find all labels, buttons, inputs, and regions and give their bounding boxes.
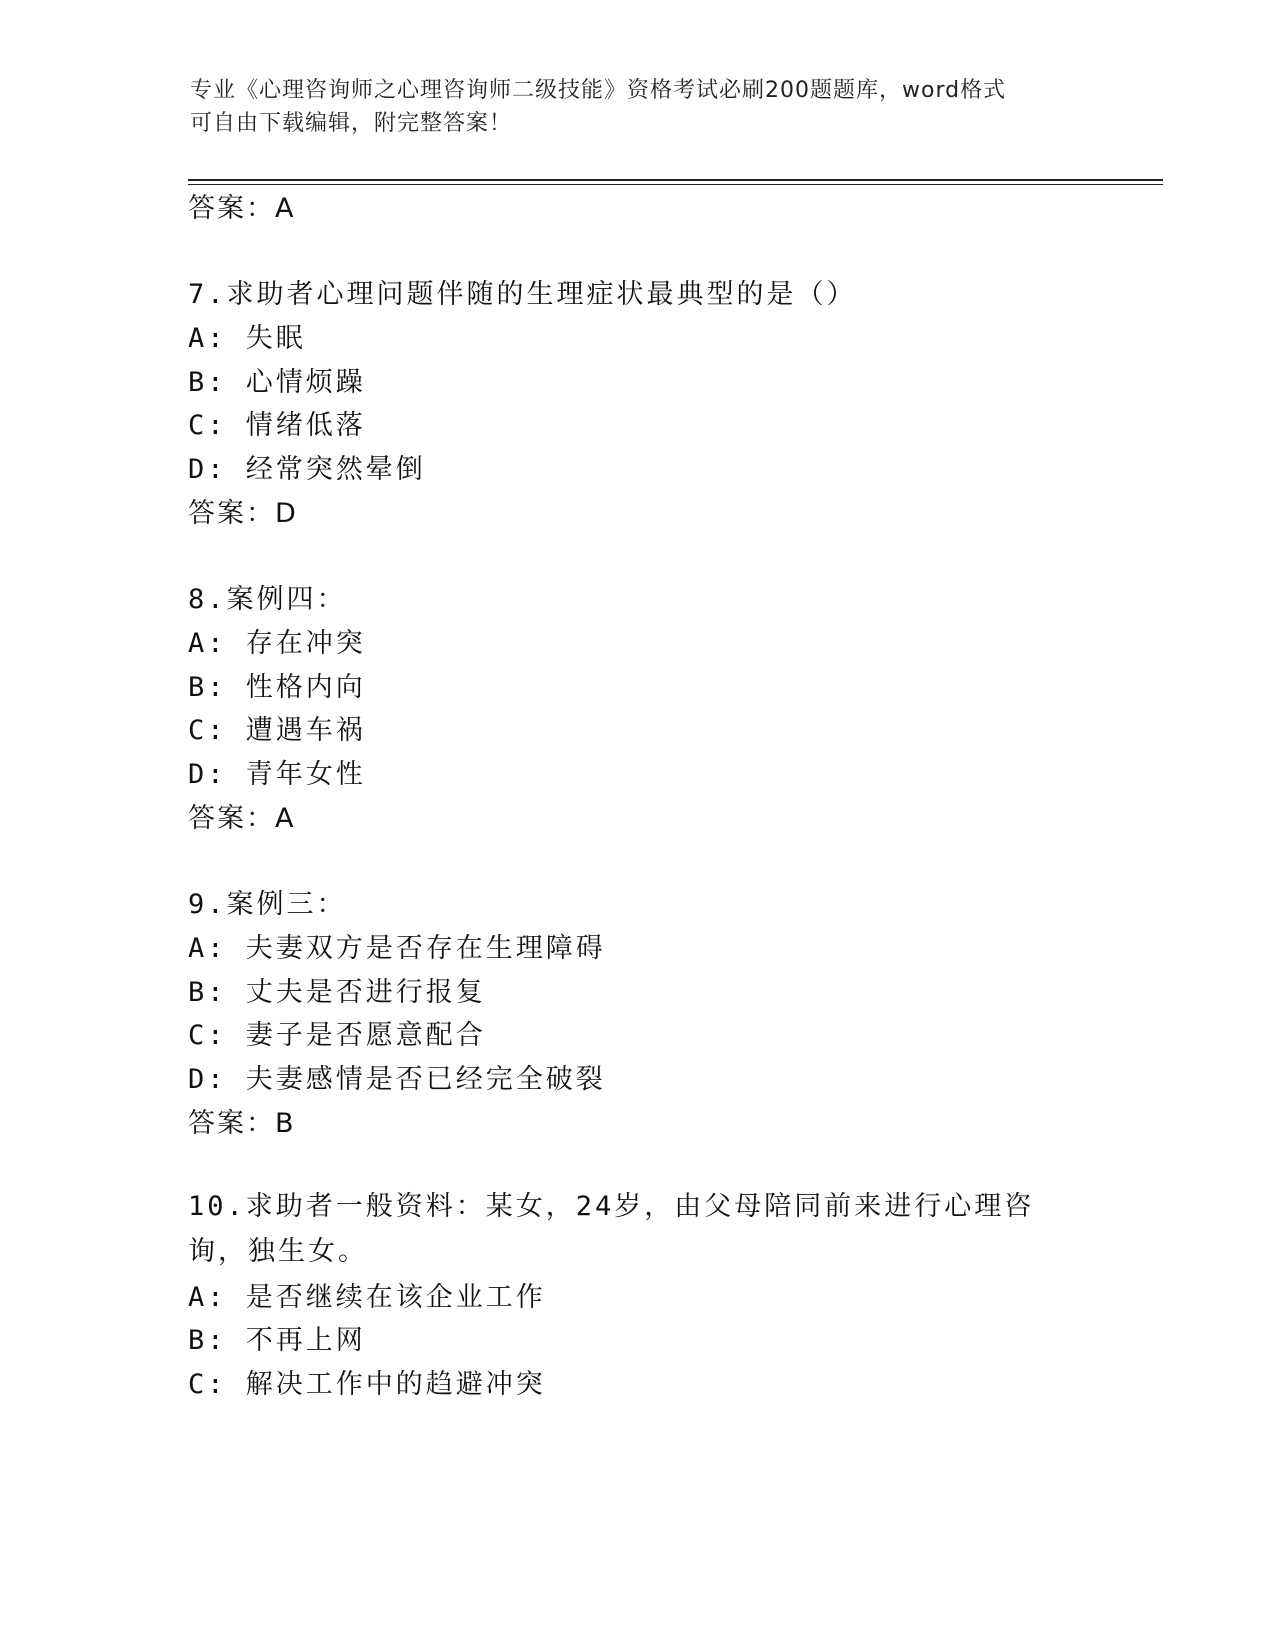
answer-8: 答案：A	[188, 803, 296, 834]
q10-option-a: A: 是否继续在该企业工作	[188, 1282, 546, 1313]
answer-9: 答案：B	[188, 1108, 296, 1139]
question-8: 8.案例四：	[188, 584, 347, 615]
q8-option-a: A: 存在冲突	[188, 628, 366, 659]
header-line-2: 可自由下载编辑，附完整答案！	[190, 111, 513, 136]
q7-option-c: C: 情绪低落	[188, 410, 366, 441]
q8-option-b: B: 性格内向	[188, 672, 366, 703]
header-rule-thin	[188, 184, 1163, 185]
q8-option-d: D: 青年女性	[188, 759, 366, 790]
q9-option-d: D: 夫妻感情是否已经完全破裂	[188, 1064, 606, 1095]
document-header	[190, 74, 1090, 140]
q8-option-c: C: 遭遇车祸	[188, 715, 366, 746]
question-9: 9.案例三：	[188, 889, 347, 920]
question-7: 7.求助者心理问题伴随的生理症状最典型的是（）	[188, 279, 857, 310]
q7-option-a: A: 失眠	[188, 323, 306, 354]
q9-option-a: A: 夫妻双方是否存在生理障碍	[188, 933, 606, 964]
q7-option-b: B: 心情烦躁	[188, 367, 366, 398]
q7-option-d: D: 经常突然晕倒	[188, 454, 426, 485]
answer-7: 答案：D	[188, 498, 298, 529]
answer-6: 答案：A	[188, 193, 296, 224]
header-line-1: 专业《心理咨询师之心理咨询师二级技能》资格考试必刷200题题库，word格式	[190, 78, 1007, 103]
q10-option-b: B: 不再上网	[188, 1325, 366, 1356]
q9-option-c: C: 妻子是否愿意配合	[188, 1020, 486, 1051]
q10-option-c: C: 解决工作中的趋避冲突	[188, 1369, 546, 1400]
q9-option-b: B: 丈夫是否进行报复	[188, 977, 486, 1008]
header-rule-thick	[188, 179, 1163, 181]
question-10: 10.求助者一般资料：某女，24岁，由父母陪同前来进行心理咨询，独生女。	[188, 1191, 1035, 1267]
